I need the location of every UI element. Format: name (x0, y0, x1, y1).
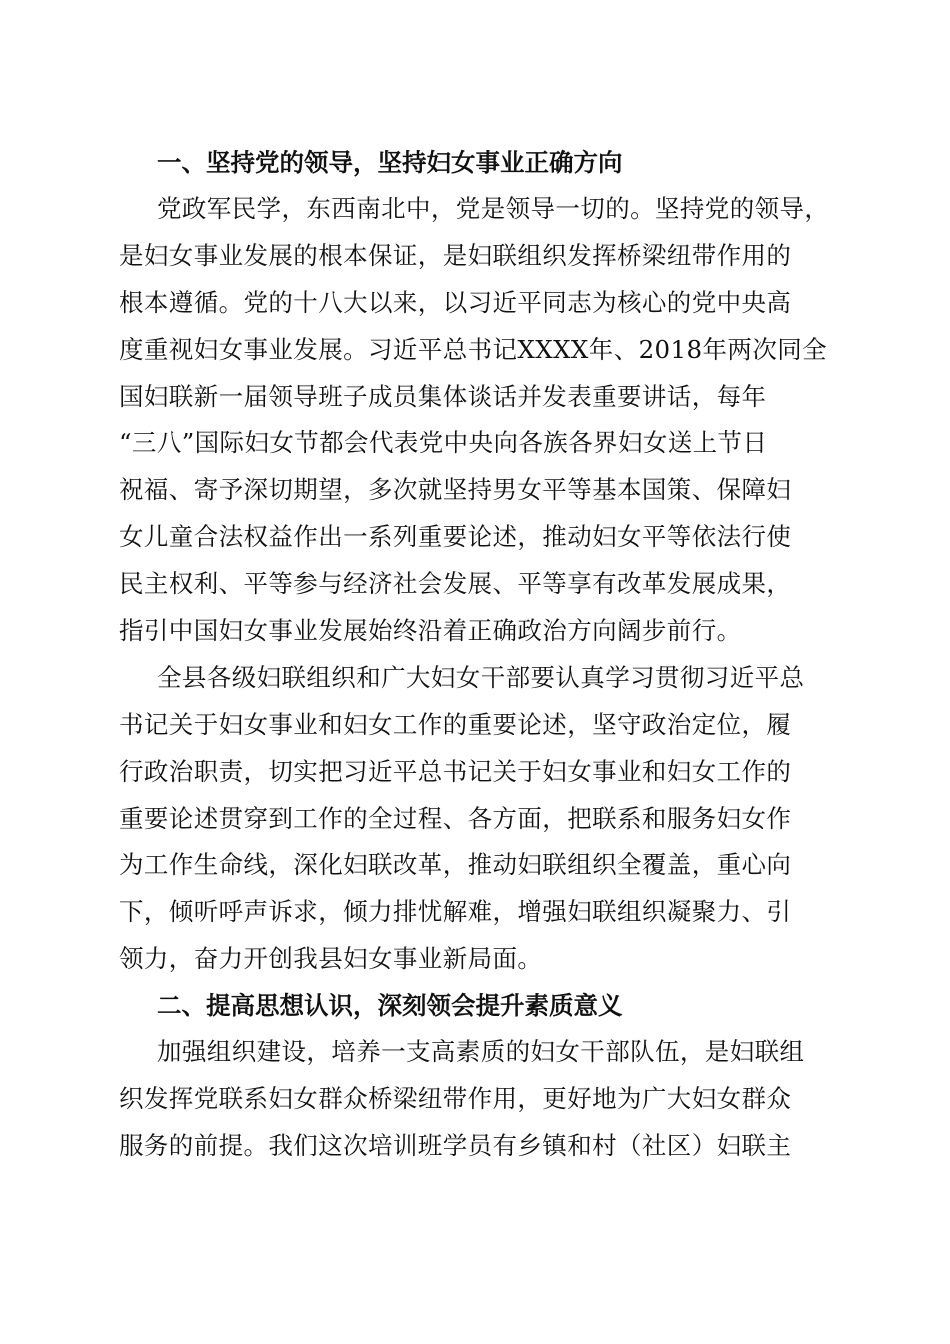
paragraph-2 (119, 655, 831, 983)
paragraph-line: 祝福、寄予深切期望，多次就坚持男女平等基本国策、保障妇 (119, 475, 792, 505)
paragraph-line: 党政军民学，东西南北中，党是领导一切的。坚持党的领导， (157, 194, 830, 223)
paragraph-line: “三八”国际妇女节都会代表党中央向各族各界妇女送上节日 (119, 428, 768, 458)
paragraph-line: 加强组织建设，培养一支高素质的妇女干部队伍，是妇联组 (157, 1037, 805, 1067)
paragraph-line: 女儿童合法权益作出一系列重要论述，推动妇女平等依法行使 (119, 522, 792, 552)
paragraph-line: 度重视妇女事业发展。习近平总书记XXXX年、2018年两次同全 (119, 334, 828, 364)
paragraph-line: 下，倾听呼声诉求，倾力排忧解难，增强妇联组织凝聚力、引 (119, 897, 792, 927)
paragraph-line: 民主权利、平等参与经济社会发展、平等享有改革发展成果， (119, 569, 792, 599)
paragraph-line: 行政治职责，切实把习近平总书记关于妇女事业和妇女工作的 (119, 756, 792, 786)
paragraph-line: 全县各级妇联组织和广大妇女干部要认真学习贯彻习近平总 (157, 662, 805, 692)
paragraph-line: 国妇联新一届领导班子成员集体谈话并发表重要讲话，每年 (119, 381, 767, 411)
paragraph-line: 书记关于妇女事业和妇女工作的重要论述，坚守政治定位，履 (119, 709, 792, 739)
paragraph-line: 服务的前提。我们这次培训班学员有乡镇和村（社区）妇联主 (119, 1130, 792, 1160)
paragraph-3 (119, 1029, 831, 1170)
paragraph-1 (119, 186, 831, 655)
paragraph-line: 根本遵循。党的十八大以来，以习近平同志为核心的党中央高 (119, 287, 792, 317)
paragraph-line: 织发挥党联系妇女群众桥梁纽带作用，更好地为广大妇女群众 (119, 1084, 792, 1114)
document-body (119, 140, 831, 1170)
paragraph-line: 领力，奋力开创我县妇女事业新局面。 (119, 944, 543, 974)
section-heading-2: 二、提高思想认识，深刻领会提升素质意义 (157, 991, 623, 1021)
paragraph-line: 是妇女事业发展的根本保证，是妇联组织发挥桥梁纽带作用的 (119, 240, 792, 270)
section-heading-1: 一、坚持党的领导，坚持妇女事业正确方向 (157, 148, 623, 177)
paragraph-line: 为工作生命线，深化妇联改革，推动妇联组织全覆盖，重心向 (119, 850, 792, 880)
paragraph-line: 重要论述贯穿到工作的全过程、各方面，把联系和服务妇女作 (119, 803, 792, 833)
paragraph-line: 指引中国妇女事业发展始终沿着正确政治方向阔步前行。 (119, 616, 742, 646)
